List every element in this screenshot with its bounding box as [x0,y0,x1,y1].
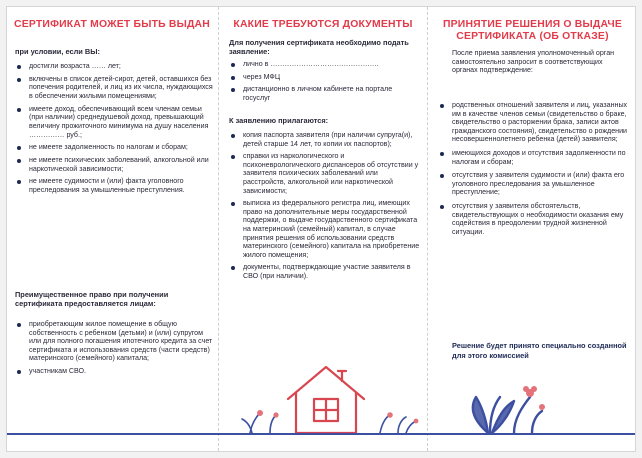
col2-lead: Для получения сертификата необходимо подать заявление: [229,38,409,56]
col2-title: КАКИЕ ТРЕБУЮТСЯ ДОКУМЕНТЫ [233,19,413,30]
bottom-accent-line [7,433,635,435]
list-item: имеющихся доходов и отсутствия задолженности по налогам и сборам; [438,149,628,166]
col1-lead: при условии, если ВЫ: [15,47,100,56]
col3-final-note: Решение будет принято специально созданной для этого комиссией [452,341,627,360]
list-item: не имеете судимости и (или) факта уголовного преследования за умышленные преступления. [15,177,213,194]
col3-title-line2: СЕРТИФИКАТА (ОБ ОТКАЗЕ) [456,31,609,42]
list-item: лично в ………………………………………. [229,60,421,69]
brochure-sheet [6,6,636,452]
col2-attachments-list [229,131,421,285]
col3-title-line1: ПРИНЯТИЕ РЕШЕНИЯ О ВЫДАЧЕ [442,19,623,30]
list-item: через МФЦ [229,73,421,82]
column-documents [220,7,426,451]
list-item: включены в список детей-сирот, детей, оставшихся без попечения родителей, и лиц из их числа, нуждающихся в обеспечении жилыми помещениями; [15,75,213,101]
col1-priority-lead: Преимущественное право при получении сертификата предоставляется лицам: [15,290,169,308]
col3-checks-list [438,101,628,241]
column-decision [430,7,635,451]
column-divider [427,7,428,451]
list-item: копия паспорта заявителя (при наличии супруга(и), детей старше 14 лет, то копии их паспортов); [229,131,421,148]
list-item: достигли возраста …… лет; [15,62,213,71]
col3-title [430,19,635,43]
list-item: отсутствия у заявителя судимости и (или) факта его уголовного преследования за умышленное преступление; [438,171,628,197]
house-roof [288,367,364,399]
list-item: не имеете задолженность по налогам и сборам; [15,143,213,152]
col3-intro: После приема заявления уполномоченный орган самостоятельно запросит в соответствующих органах подтверждение: [452,49,615,75]
list-item: не имеете психических заболеваний, алкогольной или наркотической зависимости; [15,156,213,173]
col1-priority-list [15,320,213,380]
list-item: справки из наркологического и психоневрологического диспансеров об отсутствии у заявителя психических заболеваний или расстройств, алкогольной или наркотической зависимости; [229,152,421,195]
list-item: выписка из федерального регистра лиц, имеющих право на дополнительные меры государственной поддержки, о выдаче государственного сертификата на материнский (семейный) капитал, в случае принятия решения об использовании средств материнского (семейного) капитала на приобретение жилого помещения; [229,199,421,259]
list-item: дистанционно в личном кабинете на портале госуслуг [229,85,421,102]
house-illustration [230,357,422,437]
col1-conditions-list [15,62,213,199]
list-item: родственных отношений заявителя и лиц, указанных им в качестве членов семьи (свидетельство о браке, свидетельство о расторжении брака, записи актов гражданского состояния), свидетельство о рождении несовершеннолетнего ребенка (детей) заявителя; [438,101,628,144]
list-item: имеете доход, обеспечивающий всем членам семьи (при наличии) среднедушевой доход, превышающий величину прожиточного минимума на душу населения …………… руб.; [15,105,213,139]
list-item: приобретающим жилое помещение в общую собственность с ребенком (детьми) и (или) супругом или для полного погашения ипотечного кредита за счет сертификата и использования средств (части средств) материнского (семейного) капитала; [15,320,213,363]
list-item: участникам СВО. [15,367,213,376]
list-item: документы, подтверждающие участие заявителя в СВО (при наличии). [229,263,421,280]
flower-illustration [452,367,572,435]
column-certificate-conditions [7,7,217,451]
col2-submit-list [229,60,421,106]
col2-attachments-lead: К заявлению прилагаются: [229,116,329,125]
col1-title: СЕРТИФИКАТ МОЖЕТ БЫТЬ ВЫДАН [14,19,210,30]
list-item: отсутствия у заявителя обстоятельств, свидетельствующих о необходимости оказания ему содействия в преодолении трудной жизненной ситуации. [438,202,628,236]
column-divider [218,7,219,451]
